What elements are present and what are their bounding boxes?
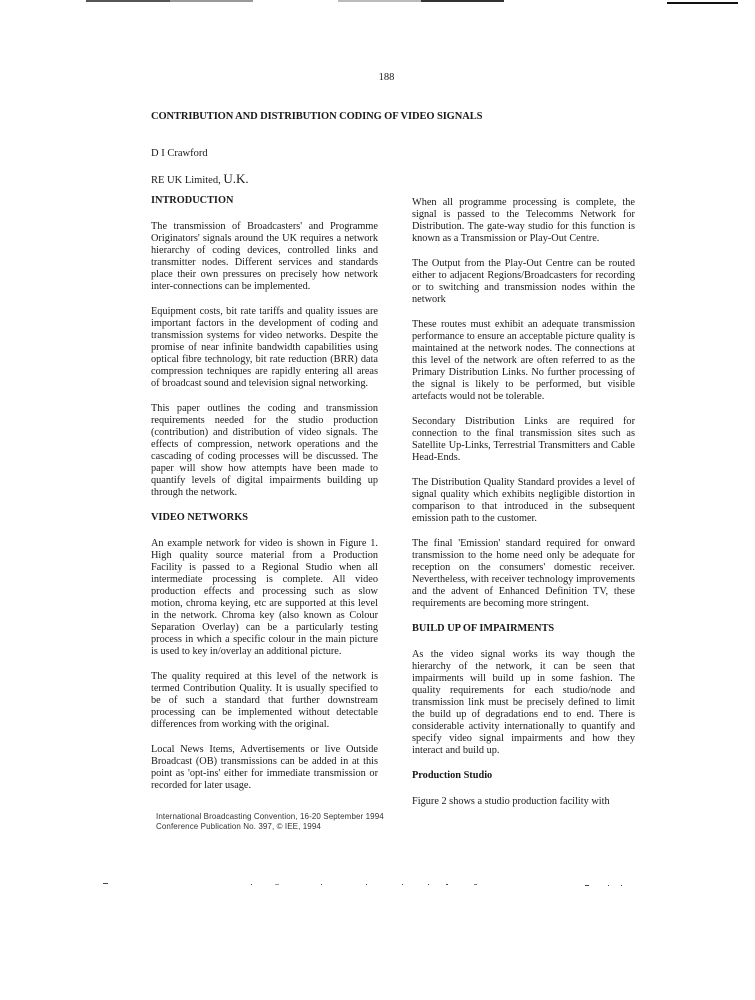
scan-speck: [621, 885, 622, 886]
affiliation-org: RE UK Limited,: [151, 175, 224, 186]
conference-footnote: [156, 812, 384, 832]
author-affiliation: [151, 171, 249, 187]
paragraph: The Output from the Play-Out Centre can be routed either to adjacent Regions/Broadcasters for recording or to switching and transmission nodes within the network: [412, 258, 635, 305]
paragraph: This paper outlines the coding and transmission requirements needed for the studio production (contribution) and distribution of video signals. The effects of compression, network operations and the cascading of coding processes will be discussed. The paper will show how attempts have been made to quantify levels of digital impairments building up through the network.: [151, 403, 378, 498]
subsection-heading-production-studio: Production Studio: [412, 770, 493, 781]
scan-speck: [321, 884, 322, 885]
page-number: 188: [378, 72, 395, 83]
scan-speck: [474, 884, 477, 885]
scan-speck: [428, 884, 429, 885]
scan-edge-artifact: [170, 0, 253, 2]
scan-edge-artifact: [86, 0, 170, 2]
paragraph: The Distribution Quality Standard provides a level of signal quality which exhibits negligible distortion in comparison to that introduced in the subsequent emission path to the customer.: [412, 477, 635, 524]
section-heading-build-up-of-impairments: BUILD UP OF IMPAIRMENTS: [412, 623, 555, 634]
footnote-line: International Broadcasting Convention, 16-20 September 1994: [156, 812, 384, 821]
paragraph: Figure 2 shows a studio production facility with: [412, 796, 610, 807]
paragraph: An example network for video is shown in Figure 1. High quality source material from a Production Facility is passed to a Regional Studio when all intermediate processing is complete. All video production effects and processing such as slow motion, chroma keying, etc are supported at this level in the network. Chroma key (also known as Colour Separation Overlay) can be a particularly testing process in which a specific colour in the main picture is used to key in/overlay an additional picture.: [151, 538, 378, 657]
scan-speck: [103, 883, 108, 884]
scan-edge-artifact: [421, 0, 504, 2]
paper-title: CONTRIBUTION AND DISTRIBUTION CODING OF VIDEO SIGNALS: [151, 111, 483, 122]
paragraph: The quality required at this level of the network is termed Contribution Quality. It is usually specified to be of such a standard that further downstream processing can be implemented without detectable differences from working with the original.: [151, 671, 378, 730]
scan-speck: [608, 885, 609, 886]
section-heading-introduction: INTRODUCTION: [151, 195, 234, 206]
paragraph: When all programme processing is complete, the signal is passed to the Telecomms Network for Distribution. The gate-way studio for this function is known as a Transmission or Play-Out Centre.: [412, 197, 635, 244]
paragraph: The final 'Emission' standard required for onward transmission to the home need only be adequate for reception on the consumers' domestic receiver. Nevertheless, with receiver technology improvements and the advent of Enhanced Definition TV, these requirements are becoming more stringent.: [412, 538, 635, 609]
author-name: D I Crawford: [151, 148, 208, 159]
section-heading-video-networks: VIDEO NETWORKS: [151, 512, 248, 523]
scan-speck: [275, 884, 279, 885]
column-right: [412, 197, 635, 821]
paragraph: These routes must exhibit an adequate transmission performance to ensure an acceptable picture quality is maintained at the network nodes. The connections at this level of the network are often referred to as the Primary Distribution Links. No further processing of the signal is likely to be performed, but visible artefacts would not be tolerable.: [412, 319, 635, 402]
paragraph: Equipment costs, bit rate tariffs and quality issues are important factors in the development of coding and transmission systems for video networks. Despite the promise of near infinite bandwidth capabilities using optical fibre technology, bit rate reduction (BRR) data compression techniques are rapidly entering all areas of broadcast sound and television signal networking.: [151, 306, 378, 389]
scan-edge-artifact: [667, 2, 738, 4]
footnote-line: Conference Publication No. 397, © IEE, 1994: [156, 822, 321, 831]
scan-speck: [585, 885, 589, 886]
scan-speck: [402, 884, 403, 885]
scan-speck: [446, 884, 448, 885]
scan-speck: [366, 884, 367, 885]
column-left: [151, 195, 378, 805]
affiliation-country: U.K.: [223, 171, 249, 186]
paragraph: As the video signal works its way though the hierarchy of the network, it can be seen that impairments will build up in some fashion. The quality requirements for each studio/node and transmission link must be precisely defined to limit the build up of degradations end to end. There is considerable activity internationally to quantify and specify video signal impairments and how they interact and build up.: [412, 649, 635, 756]
paragraph: Local News Items, Advertisements or live Outside Broadcast (OB) transmissions can be added in at this point as 'opt-ins' either for immediate transmission or recorded for later usage.: [151, 744, 378, 791]
paragraph: The transmission of Broadcasters' and Programme Originators' signals around the UK requires a network hierarchy of coding devices, controlled links and transmitter nodes. Different services and standards place their own pressures on precisely how network inter-connections can be implemented.: [151, 221, 378, 292]
paragraph: Secondary Distribution Links are required for connection to the final transmission sites such as Satellite Up-Links, Terrestrial Transmitters and Cable Head-Ends.: [412, 416, 635, 463]
scan-speck: [251, 884, 252, 885]
scan-edge-artifact: [338, 0, 421, 2]
